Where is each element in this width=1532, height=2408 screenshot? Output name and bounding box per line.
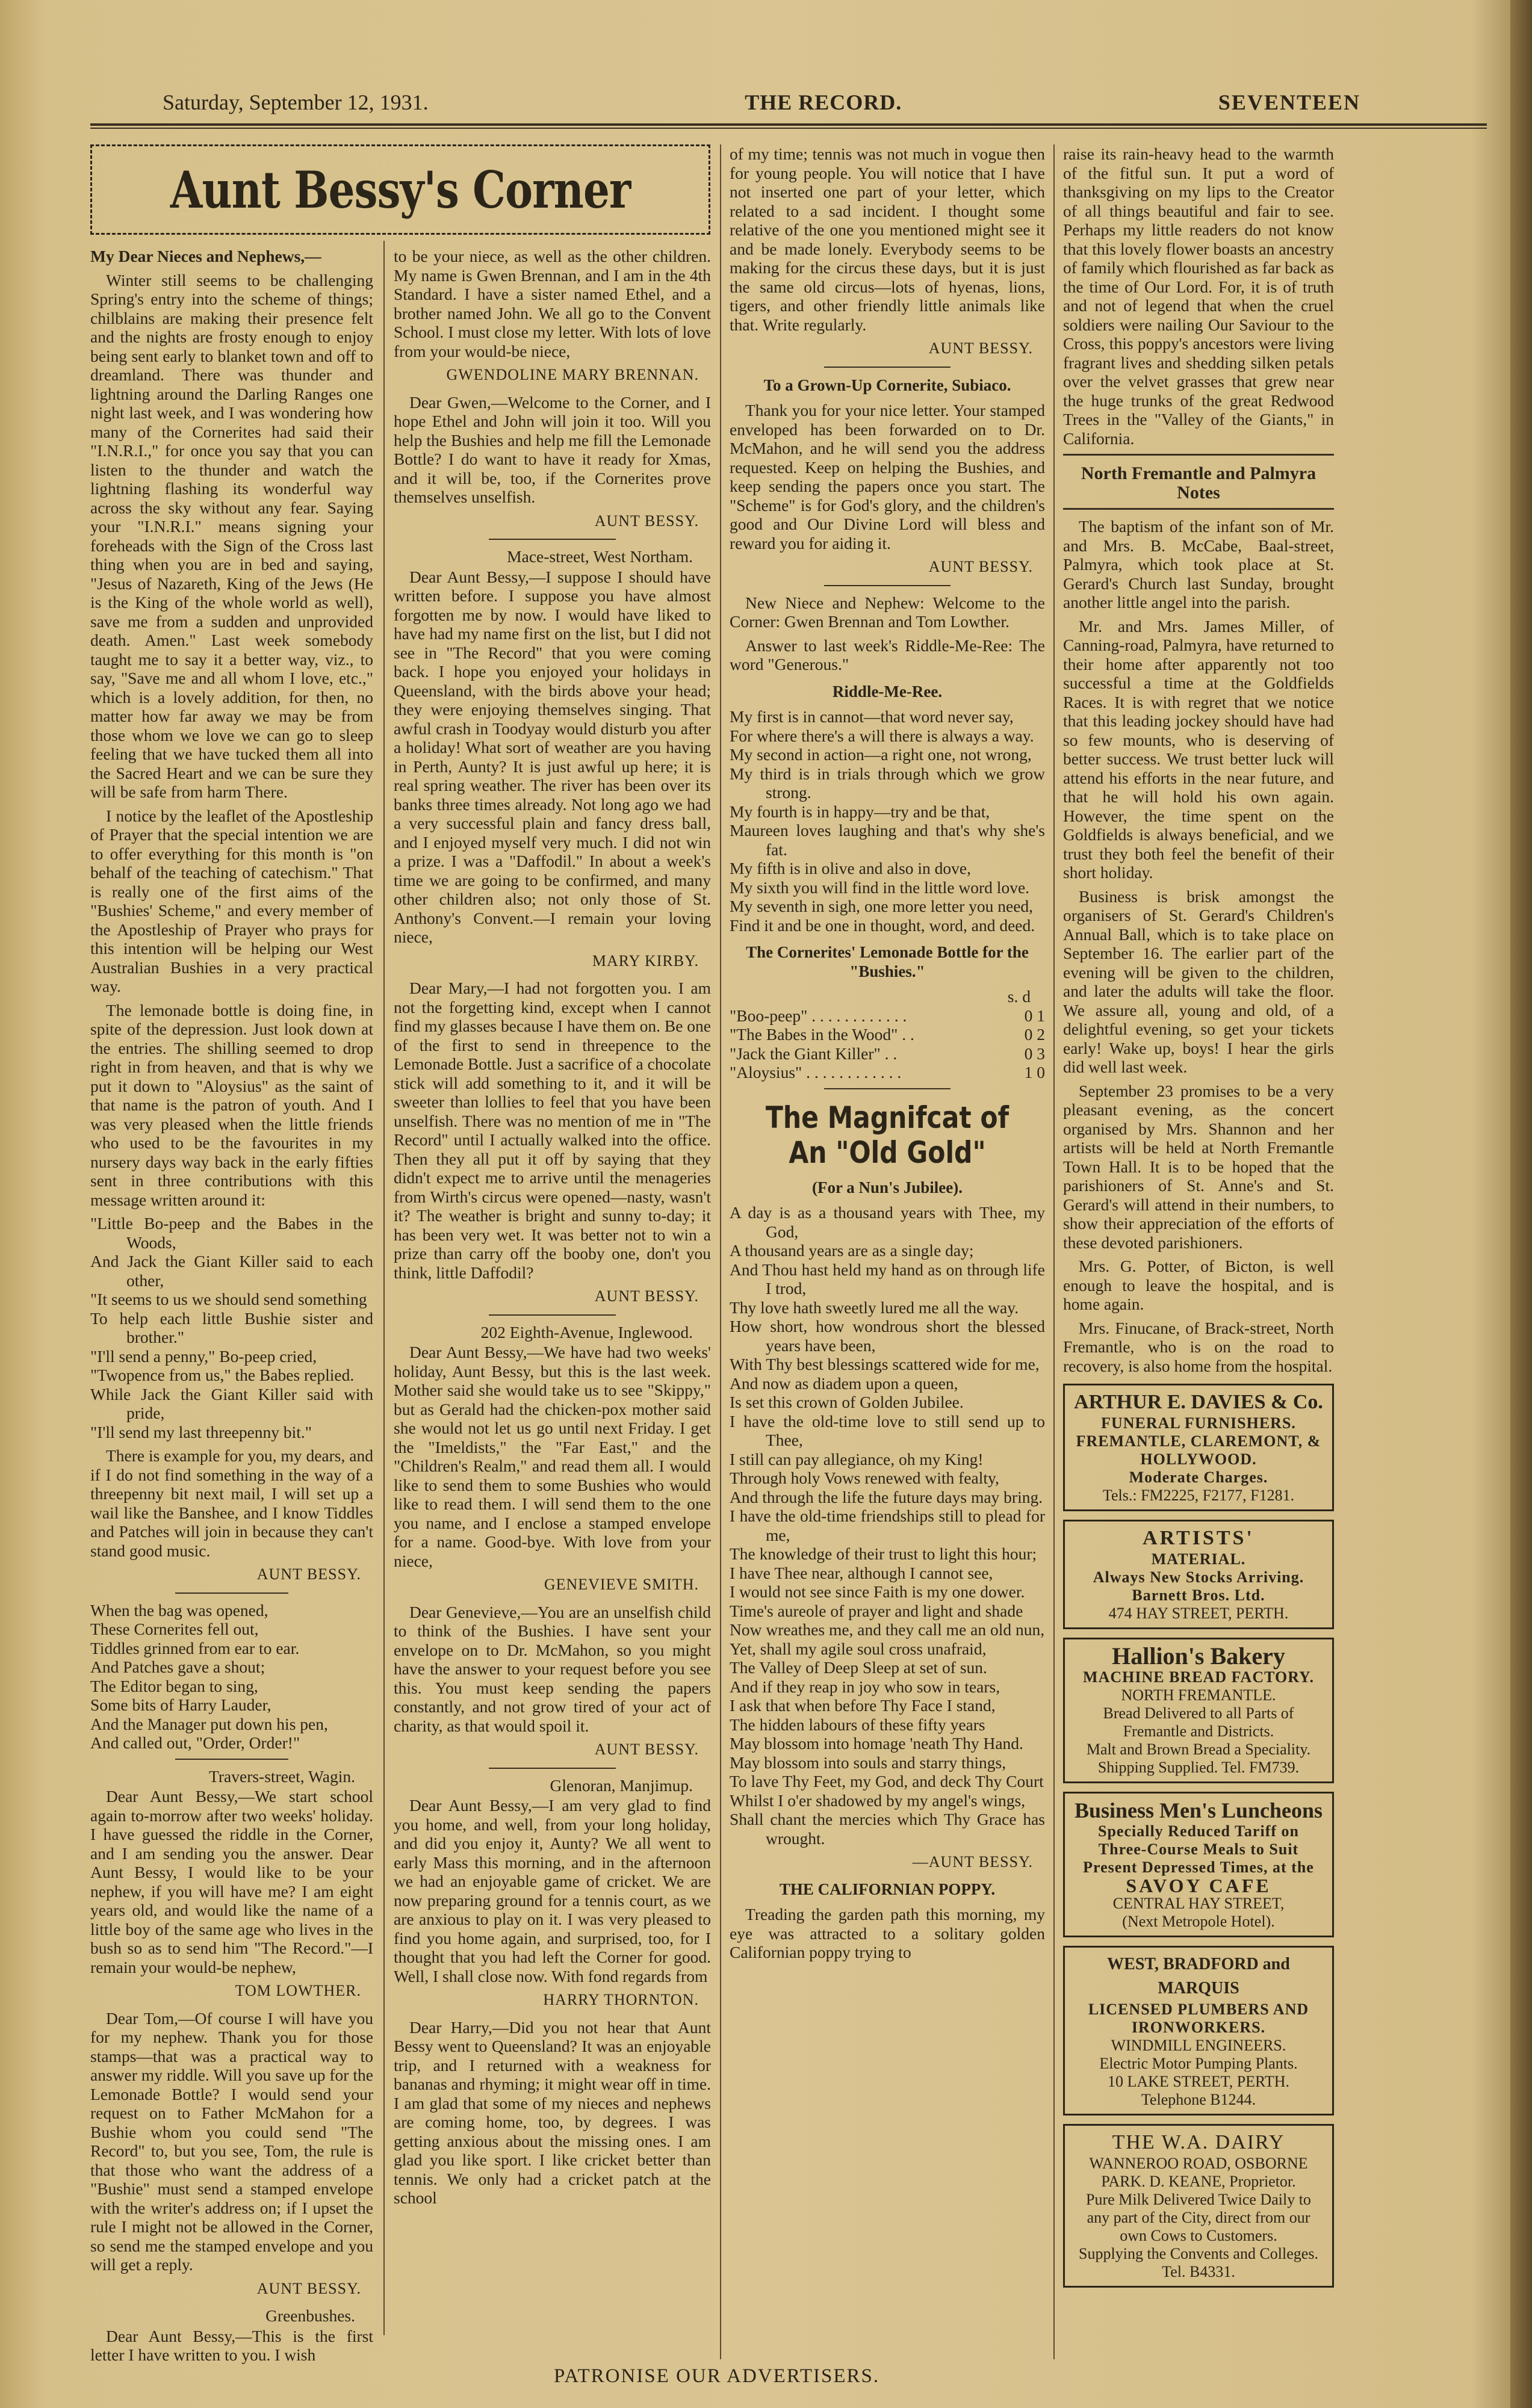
subheading: Riddle-Me-Ree. bbox=[832, 682, 943, 701]
column-4 bbox=[1063, 144, 1334, 2296]
verse-line: I still can pay allegiance, oh my King! bbox=[730, 1449, 984, 1469]
verse-line: These Cornerites fell out, bbox=[90, 1620, 259, 1638]
contribution-row bbox=[730, 1063, 1045, 1082]
verse-line: To lave Thy Feet, my God, and deck Thy Court bbox=[730, 1772, 1044, 1791]
letter-address: Mace-street, West Northam. bbox=[507, 547, 693, 566]
verse-line: Is set this crown of Golden Jubilee. bbox=[730, 1393, 964, 1411]
ad-line: Always New Stocks Arriving. bbox=[1093, 1568, 1304, 1586]
signature: MARY KIRBY. bbox=[592, 952, 699, 970]
verse-line: To help each little Bushie sister and brother." bbox=[90, 1308, 373, 1346]
verse-line: Through holy Vows renewed with fealty, bbox=[730, 1469, 999, 1487]
verse-line: "Little Bo-peep and the Babes in the Woods, bbox=[90, 1214, 373, 1252]
ad-line: FUNERAL FURNISHERS. bbox=[1101, 1414, 1296, 1432]
contribution-row bbox=[730, 1025, 1045, 1044]
contributor: "Jack the Giant Killer" . . bbox=[730, 1044, 898, 1063]
verse-line: I ask that when before Thy Face I stand, bbox=[730, 1696, 996, 1715]
contributor: "Boo-peep" . . . . . . . . . . . . bbox=[730, 1006, 907, 1025]
paragraph: There is example for you, my dears, and if I do not find something in the way of a threepenny bit next mail, I will set up a wail like the Banshee, and I know Tiddles and Patches will join in because they can't stand good music. bbox=[90, 1446, 373, 1560]
ad-line: Tels.: FM2225, F2177, F1281. bbox=[1102, 1487, 1295, 1504]
paragraph: Winter still seems to be challenging Spring's entry into the scheme of things; chilblains are making their presence felt and the nights are frosty enough to enjoy being sent early to blanket town and off to dreamland. There was thunder and lightning around the Darling Ranges one night last week, and I was wondering how many of the Cornerites had said their "I.N.R.I.," for once you say that you can listen to the thunder and watch the lightning flashing its wonderful way across the sky without any fear. Saying your "I.N.R.I." means signing your foreheads with the Sign of the Cross last thing when you are in bed and saying, "Jesus of Nazareth, King of the Jews (He is the King of the whole world as well), save me from a sudden and unprovided death. Amen." Last week somebody taught me to say it a better way, viz., to say, "Save me and all whom I love, etc.," which is a lovely addition, for then, no matter how far away we may be from those whom we love we can go to sleep feeling that we have tucked them all into the Sacred Heart and we can be sure they will be safe from harm There. bbox=[90, 270, 373, 801]
paragraph: Mrs. Finucane, of Brack-street, North Fremantle, who is on the road to recovery, is also home from the hospital. bbox=[1063, 1318, 1334, 1375]
ad-line: Specially Reduced Tariff on Three-Course Meals to Suit Present Depressed Times, at the bbox=[1083, 1822, 1314, 1876]
header-date: Saturday, September 12, 1931. bbox=[163, 90, 429, 114]
advertisement-plumbers bbox=[1063, 1946, 1334, 2116]
paragraph: Dear Aunt Bessy,—I am very glad to find you home, and well, from your long holiday, and did you enjoy it, Aunty? We all went to early Mass this morning, and in the afternoon we had an enjoyable game of cricket. We are now preparing ground for a tennis court, as we are anxious to play on it. I was very pleased to find you home again, and surprised, too, for I thought that you had left the Corner for good. Well, I shall close now. With fond regards from bbox=[394, 1796, 711, 1986]
separator-rule bbox=[824, 367, 951, 368]
verse-line: And Jack the Giant Killer said to each other, bbox=[90, 1252, 373, 1290]
header-rule bbox=[90, 123, 1487, 126]
verse-line: Tiddles grinned from ear to ear. bbox=[90, 1638, 300, 1657]
riddle bbox=[730, 707, 1045, 935]
ad-line: 10 LAKE STREET, PERTH. bbox=[1108, 2073, 1289, 2090]
page-spine bbox=[1510, 0, 1532, 2408]
paragraph: raise its rain-heavy head to the warmth of the fitful sun. It put a word of thanksgiving on my lips to the Creator of all things beautiful and fair to see. Perhaps my little readers do not know that this lovely flower boasts an ancestry of family which flourished as far back as the time of Our Lord. For, it is of truth and not of legend that when the cruel soldiers were nailing Our Saviour to the Cross, this poppy's ancestors were living fragrant lives and shedding silken petals over the velvet grasses that grew near the huge trunks of the great Redwood Trees in the "Valley of the Giants," in California. bbox=[1063, 144, 1334, 448]
ad-line: Shipping Supplied. Tel. FM739. bbox=[1097, 1759, 1300, 1776]
verse-line: And now as diadem upon a queen, bbox=[730, 1373, 958, 1393]
verse-line: And Patches gave a shout; bbox=[90, 1657, 265, 1676]
advertisement-dairy bbox=[1063, 2124, 1334, 2288]
ad-line: CENTRAL HAY STREET, bbox=[1112, 1895, 1285, 1912]
paragraph: Dear Aunt Bessy,—This is the first letter I have written to you. I wish bbox=[90, 2326, 373, 2364]
verse-line: May blossom into homage 'neath Thy Hand. bbox=[730, 1734, 1023, 1753]
ad-line: Bread Delivered to all Parts of Fremantle and Districts. bbox=[1103, 1704, 1294, 1740]
page-header bbox=[163, 84, 1360, 120]
paragraph: Dear Gwen,—Welcome to the Corner, and I hope Ethel and John will join it too. Will you help the Bushies and help me fill the Lemonade Bottle? I do want to have it ready for Xmas, and it will be, too, if the Cornerites prove themselves unselfish. bbox=[394, 392, 711, 506]
paragraph: Dear Aunt Bessy,—I suppose I should have written before. I suppose you have almost forgotten me by now. I would have liked to have had my name first on the list, but I did not see in "The Record" that you were coming back. I hope you enjoyed your holidays in Queensland, with the birds above your head; they were enjoying themselves singing. That awful crash in Toodyay would disturb you after a holiday! What sort of weather are you having in Perth, Aunty? It is just awful up here; it is real spring weather. The river has been over its banks three times already. Not long ago we had a very successful plain and fancy dress ball, and I enjoyed myself very much. I did not win a prize. I was a "Daffodil." In about a week's time we are going to be confirmed, and many other children also; not only those of St. Anthony's Convent.—I remain your loving niece, bbox=[394, 567, 711, 946]
header-rule-thin bbox=[90, 128, 1487, 129]
verse-line: "Twopence from us," the Babes replied. bbox=[90, 1366, 355, 1384]
header-paper-name: THE RECORD. bbox=[745, 90, 902, 114]
salutation: My Dear Nieces and Nephews,— bbox=[90, 247, 321, 265]
verse-line: My second in action—a right one, not wrong, bbox=[730, 745, 1032, 764]
separator-rule bbox=[489, 1768, 616, 1769]
verse-line: How short, how wondrous short the blessed years have been, bbox=[730, 1317, 1045, 1355]
ad-line: LICENSED PLUMBERS AND IRONWORKERS. bbox=[1088, 2001, 1309, 2036]
contributor: "The Babes in the Wood" . . bbox=[730, 1025, 914, 1044]
paragraph: Dear Harry,—Did you not hear that Aunt Bessy went to Queensland? It was an enjoyable trip, and I returned with a weakness for bananas and rhyming; it might wear off in time. I am glad that some of my nieces and nephews are coming home, too, by degrees. I was getting anxious about the missing ones. I am glad you like sport. I like cricket better than tennis. We only had a cricket patch at the school bbox=[394, 2017, 711, 2207]
verse-line: And through the life the future days may bring. bbox=[730, 1487, 1043, 1506]
paragraph: The lemonade bottle is doing fine, in spite of the depression. Just look down at the entries. The shilling seemed to drop right in from heaven, and that is why we put it down to "Aloysius" as the saint of that name is the patron of youth. And I was very pleased when the little friends who used to be the favourites in my nursery days way back in the early fifties sent in three contributions with this message written around it: bbox=[90, 1000, 373, 1209]
verse-line: I would not see since Faith is my one dower. bbox=[730, 1582, 1025, 1601]
contribution-row bbox=[730, 1044, 1045, 1063]
poem-bag bbox=[90, 1601, 373, 1753]
column-divider bbox=[720, 144, 721, 2359]
signature: AUNT BESSY. bbox=[928, 558, 1033, 575]
separator-rule bbox=[1063, 454, 1334, 456]
contributor: "Aloysius" . . . . . . . . . . . . bbox=[730, 1063, 902, 1082]
verse-line: May blossom into souls and starry things, bbox=[730, 1753, 1006, 1772]
ad-line: Malt and Brown Bread a Speciality. bbox=[1086, 1741, 1311, 1758]
verse-line: Whilst I o'er shadowed by my angel's wings, bbox=[730, 1791, 1026, 1810]
verse-line: And the Manager put down his pen, bbox=[90, 1714, 328, 1733]
signature: GWENDOLINE MARY BRENNAN. bbox=[446, 366, 699, 383]
ad-line: SAVOY CAFE bbox=[1126, 1875, 1271, 1896]
verse-line: Time's aureole of prayer and light and shade bbox=[730, 1601, 1023, 1620]
separator-rule bbox=[489, 1314, 616, 1316]
column-3 bbox=[730, 144, 1045, 1967]
signature: AUNT BESSY. bbox=[928, 339, 1033, 357]
verse-line: When the bag was opened, bbox=[90, 1600, 268, 1620]
verse-line: And called out, "Order, Order!" bbox=[90, 1733, 300, 1752]
paragraph: Dear Aunt Bessy,—We have had two weeks' holiday, Aunt Bessy, but this is the last week. Mother said she would take us to see "Skippy," but as Gerald had the chicken-pox mother said she would not let us go until next Friday. I get the "Imeldists," the "Far East," and the "Children's Realm," and read them all. I would like to send them to some Bushies who would like to read them. I will send them to the one you name, and I enclose a stamped envelope for a name. Good-bye. With love from your niece, bbox=[394, 1343, 711, 1570]
letter-address: Greenbushes. bbox=[265, 2306, 355, 2325]
ad-name: Hallion's Bakery bbox=[1112, 1642, 1285, 1670]
signature: AUNT BESSY. bbox=[594, 1741, 699, 1758]
ad-line: Moderate Charges. bbox=[1129, 1469, 1268, 1486]
verse-line: "I'll send a penny," Bo-peep cried, bbox=[90, 1346, 317, 1366]
subheading: THE CALIFORNIAN POPPY. bbox=[779, 1880, 996, 1898]
verse-line: A thousand years are as a single day; bbox=[730, 1241, 974, 1260]
contribution-units: s. d bbox=[1007, 987, 1031, 1006]
signature: AUNT BESSY. bbox=[256, 2279, 361, 2297]
signature: GENEVIEVE SMITH. bbox=[544, 1576, 699, 1593]
column-divider bbox=[383, 241, 385, 2335]
ad-name: Business Men's Luncheons bbox=[1074, 1798, 1323, 1822]
verse-line: Maureen loves laughing and that's why she's fat. bbox=[730, 821, 1045, 859]
paragraph: I notice by the leaflet of the Apostleship of Prayer that the special intention we are to offer everything for this month is "on behalf of the teaching of catechism." That is really one of the first aims of the "Bushies' Scheme," and every member of the Apostleship of Prayer who prays for this intention will be helping our West Australian Bushies in a very practical way. bbox=[90, 806, 373, 995]
ad-name: WEST, BRADFORD and MARQUIS bbox=[1107, 1955, 1290, 1998]
subheading: The Cornerites' Lemonade Bottle for the "Bushies." bbox=[746, 943, 1029, 980]
signature: TOM LOWTHER. bbox=[235, 1982, 361, 1999]
verse-line: With Thy best blessings scattered wide for me, bbox=[730, 1355, 1040, 1373]
ad-line: NORTH FREMANTLE. bbox=[1121, 1686, 1276, 1704]
paragraph: Business is brisk amongst the organisers of St. Gerard's Children's Annual Ball, which is to take place on September 16. The earlier part of the evening will be given to the children, and later the adults will take the floor. We assure all, young and old, of a delightful evening, so get your tickets early! Wake up, boys! I hear the girls did well last week. bbox=[1063, 887, 1334, 1076]
ad-name: ARTISTS' bbox=[1143, 1527, 1254, 1549]
verse-line: Find it and be one in thought, word, and deed. bbox=[730, 915, 1035, 935]
section-heading: North Fremantle and Palmyra Notes bbox=[1081, 463, 1316, 503]
verse-line: I have the old-time love to still send up to Thee, bbox=[730, 1411, 1045, 1449]
ad-line: WINDMILL ENGINEERS. bbox=[1111, 2037, 1286, 2054]
verse-line: My seventh in sigh, one more letter you need, bbox=[730, 897, 1034, 915]
paragraph: The baptism of the infant son of Mr. and Mrs. B. McCabe, Baal-street, Palmyra, which took place at St. Gerard's Church last Sunday, brought another little angel into the parish. bbox=[1063, 517, 1334, 611]
verse-line: Thy love hath sweetly lured me all the way. bbox=[730, 1298, 1019, 1317]
verse-line: I have Thee near, although I cannot see, bbox=[730, 1563, 993, 1582]
paragraph: Dear Aunt Bessy,—We start school again to-morrow after two weeks' holiday. I have guessed the riddle in the Corner, and I am sending you the answer. Dear Aunt Bessy, I would like to be your nephew, if you will have me? I am eight years old, and would like the name of a little boy of the same age who lives in the bush so as to send him "The Record."—I remain your would-be nephew, bbox=[90, 1787, 373, 1976]
amount: 0 1 bbox=[1024, 1006, 1045, 1025]
ad-name: THE W.A. DAIRY bbox=[1112, 2131, 1285, 2153]
ad-line: Telephone B1244. bbox=[1141, 2091, 1256, 2108]
verse-line: Shall chant the mercies which Thy Grace has wrought. bbox=[730, 1810, 1045, 1848]
paragraph: of my time; tennis was not much in vogue then for young people. You will notice that I have not inserted one part of your letter, which related to a sad incident. I thought some relative of the one you mentioned might see it and be made lonely. Everybody seems to be making for the circus these days, but it is just the same old circus—lots of hyenas, lions, tigers, and other friendly little animals like that. Write regularly. bbox=[730, 144, 1045, 334]
verse-line: The Editor began to sing, bbox=[90, 1676, 258, 1695]
paragraph: New Niece and Nephew: Welcome to the Corner: Gwen Brennan and Tom Lowther. bbox=[730, 593, 1045, 631]
column-title: Aunt Bessy's Corner bbox=[170, 159, 631, 220]
separator-rule bbox=[175, 1759, 288, 1760]
verse-line: The hidden labours of these fifty years bbox=[730, 1715, 985, 1734]
advertisement-davies bbox=[1063, 1384, 1334, 1511]
verse-line: For where there's a will there is always a way. bbox=[730, 726, 1034, 745]
verse-line: Now wreathes me, and they call me an old nun, bbox=[730, 1620, 1045, 1639]
verse-line: Some bits of Harry Lauder, bbox=[90, 1695, 271, 1714]
separator-rule bbox=[1063, 508, 1334, 510]
paragraph: Thank you for your nice letter. Your stamped enveloped has been forwarded on to Dr. McMahon, and he will send you the address requested. Keep on helping the Bushies, and keep sending the papers once you start. The "Scheme" is for God's glory, and the children's good and Our Divine Lord will bless and reward you for aiding it. bbox=[730, 401, 1045, 552]
paragraph: Treading the garden path this morning, my eye was attracted to a solitary golden Californian poppy trying to bbox=[730, 1905, 1045, 1961]
paragraph: Dear Tom,—Of course I will have you for my nephew. Thank you for those stamps—that was a practical way to answer my riddle. Will you save up for the Lemonade Bottle? I would send your request on to Father McMahon for a Bushie whom you could send "The Record" to, but you see, Tom, the rule is that those who want the address of a "Bushie" must send a stamped envelope with the writer's address on; if I upset the rule I might not be allowed in the Corner, so send me the stamped envelope and you will get a reply. bbox=[90, 2008, 373, 2274]
ad-line: 474 HAY STREET, PERTH. bbox=[1108, 1605, 1289, 1622]
paragraph: to be your niece, as well as the other children. My name is Gwen Brennan, and I am in the 4th Standard. I have a sister named Ethel, and a brother named John. We all go to the Convent School. I must close my letter. With lots of love from your would-be niece, bbox=[394, 247, 711, 361]
separator-rule bbox=[824, 1088, 951, 1089]
paragraph: Dear Mary,—I had not forgotten you. I am not the forgetting kind, except when I cannot find my glasses because I have them on. Be one of the first to send in threepence to the Lemonade Bottle. Just a sacrifice of a chocolate stick will add something to it, and it will be sweeter than lollies to feel that you have been unselfish. There was no mention of me in "The Record" until I actually walked into the office. Then they all put it off by saying that they didn't expect me to arrive until the menageries from Wirth's circus were opened—nasty, wasn't it? The weather is bright and sunny to-day; it has been very wet. It was better not to win a prize than carry off the booby one, don't you think, little Daffodil? bbox=[394, 979, 711, 1282]
amount: 1 0 bbox=[1024, 1063, 1045, 1082]
poem-subheading: (For a Nun's Jubilee). bbox=[811, 1178, 963, 1196]
verse-line: I have the old-time friendships still to plead for me, bbox=[730, 1506, 1045, 1544]
verse-line: My fifth is in olive and also in dove, bbox=[730, 859, 971, 877]
subheading: To a Grown-Up Cornerite, Subiaco. bbox=[763, 376, 1011, 394]
poem-magnificat bbox=[730, 1203, 1045, 1848]
ad-line: (Next Metropole Hotel). bbox=[1122, 1913, 1275, 1930]
verse-line: The Valley of Deep Sleep at set of sun. bbox=[730, 1658, 987, 1677]
ad-line: Barnett Bros. Ltd. bbox=[1132, 1586, 1265, 1604]
advertisement-hallions bbox=[1063, 1638, 1334, 1783]
ad-name: ARTHUR E. DAVIES & Co. bbox=[1074, 1391, 1323, 1413]
verse-line: The knowledge of their trust to light this hour; bbox=[730, 1544, 1037, 1563]
verse-line: My fourth is in happy—try and be that, bbox=[730, 802, 990, 821]
letter-address: 202 Eighth-Avenue, Inglewood. bbox=[480, 1322, 693, 1342]
contribution-row bbox=[730, 1006, 1045, 1026]
verse-line: A day is as a thousand years with Thee, my God, bbox=[730, 1203, 1045, 1241]
header-page-number: SEVENTEEN bbox=[1218, 90, 1360, 114]
separator-rule bbox=[489, 539, 616, 540]
signature: AUNT BESSY. bbox=[256, 1565, 361, 1583]
paragraph: September 23 promises to be a very pleasant evening, as the concert organised by Mrs. Shannon and her artists will be held at North Fremantle Town Hall. It is to be hoped that the parishioners of St. Anne's and St. Gerard's will attend in their numbers, to show their appreciation of the efforts of these devoted parishioners. bbox=[1063, 1081, 1334, 1252]
ad-line: WANNEROO ROAD, OSBORNE PARK. D. KEANE, Proprietor. bbox=[1089, 2155, 1308, 2190]
title-box bbox=[90, 144, 710, 235]
letter-address: Travers-street, Wagin. bbox=[209, 1766, 355, 1786]
verse-line: Yet, shall my agile soul cross unafraid, bbox=[730, 1639, 987, 1658]
amount: 0 2 bbox=[1024, 1025, 1045, 1044]
ad-line: Pure Milk Delivered Twice Daily to any part of the City, direct from our own Cows to Customers. bbox=[1086, 2191, 1311, 2244]
column-2 bbox=[394, 247, 711, 2212]
ad-line: MACHINE BREAD FACTORY. bbox=[1083, 1668, 1314, 1686]
verse-line: And Thou hast held my hand as on through life I trod, bbox=[730, 1260, 1045, 1298]
amount: 0 3 bbox=[1024, 1044, 1045, 1063]
verse-line: My first is in cannot—that word never say, bbox=[730, 707, 1014, 726]
verse-line: My sixth you will find in the little word love. bbox=[730, 877, 1030, 897]
footer-notice: PATRONISE OUR ADVERTISERS. bbox=[554, 2365, 880, 2387]
verse-line: While Jack the Giant Killer said with pride, bbox=[90, 1384, 373, 1422]
advertisement-artists bbox=[1063, 1520, 1334, 1629]
advertisement-savoy bbox=[1063, 1792, 1334, 1937]
ad-line: MATERIAL. bbox=[1151, 1550, 1246, 1568]
ad-line: Supplying the Convents and Colleges. Tel. B4331. bbox=[1079, 2245, 1318, 2280]
verse-line: And if they reap in joy who sow in tears, bbox=[730, 1677, 1000, 1696]
column-divider bbox=[1053, 144, 1055, 2359]
separator-rule bbox=[824, 585, 951, 586]
ad-line: FREMANTLE, CLAREMONT, & HOLLYWOOD. bbox=[1076, 1432, 1321, 1468]
signature: AUNT BESSY. bbox=[594, 512, 699, 530]
letter-address: Glenoran, Manjimup. bbox=[550, 1775, 693, 1795]
signature: —AUNT BESSY. bbox=[912, 1853, 1033, 1871]
column-1 bbox=[90, 247, 373, 2369]
poem-bushies bbox=[90, 1214, 373, 1441]
paragraph: Mr. and Mrs. James Miller, of Canning-road, Palmyra, have returned to their home after apparently not too successful a time at the Goldfields Races. It is with regret that we notice that this leading jockey should have had so few mounts, who is deserving of better success. We trust better luck will attend his efforts in the near future, and that he will hold his own again. However, the time spent on the Goldfields is always beneficial, and we trust they both feel the benefit of their short holiday. bbox=[1063, 616, 1334, 882]
paragraph: Mrs. G. Potter, of Bicton, is well enough to leave the hospital, and is home again. bbox=[1063, 1257, 1334, 1313]
verse-line: "It seems to us we should send something bbox=[90, 1290, 367, 1308]
signature: AUNT BESSY. bbox=[594, 1287, 699, 1305]
verse-line: My third is in trials through which we grow strong. bbox=[730, 764, 1045, 802]
verse-line: "I'll send my last threepenny bit." bbox=[90, 1422, 312, 1441]
paragraph: Answer to last week's Riddle-Me-Ree: The word "Generous." bbox=[730, 636, 1045, 673]
separator-rule bbox=[175, 1592, 288, 1594]
poem-heading: The Magnifcat of An "Old Gold" bbox=[765, 1100, 1009, 1170]
paragraph: Dear Genevieve,—You are an unselfish child to think of the Bushies. I have sent your envelope on to Dr. McMahon, so you might have the answer to your request before you see this. You must keep sending the papers constantly, and not grow tired of your act of charity, as that would spoil it. bbox=[394, 1602, 711, 1735]
ad-line: Electric Motor Pumping Plants. bbox=[1099, 2055, 1298, 2072]
signature: HARRY THORNTON. bbox=[543, 1991, 699, 2008]
